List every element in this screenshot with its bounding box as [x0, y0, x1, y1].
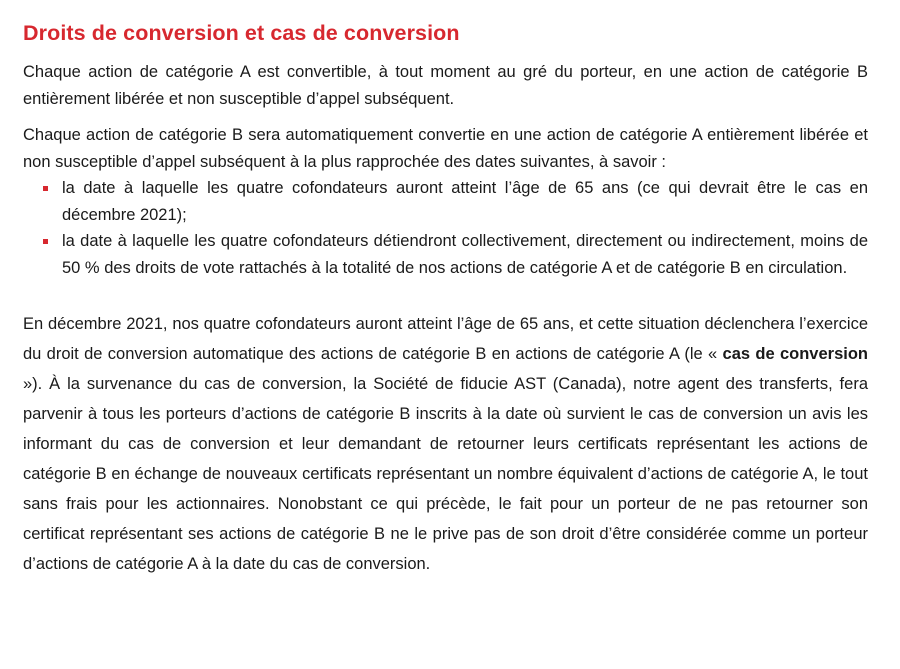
paragraph-class-a-convertible: Chaque action de catégorie A est convertible, à tout moment au gré du porteur, en une action de catégorie B entièrement libérée et non susceptible d’appel subséquent. — [23, 63, 868, 108]
section-title: Droits de conversion et cas de conversion — [23, 21, 460, 45]
document-page — [23, 18, 868, 579]
conversion-dates-list — [23, 175, 868, 281]
defined-term: cas de conversion — [722, 345, 868, 363]
list-item — [23, 175, 868, 228]
paragraph-text-before: En décembre 2021, nos quatre cofondateurs auront atteint l’âge de 65 ans, et cette situation déclenchera l’exercice du droit de conversion automatique des actions de catégorie B en actions de catégorie A (le « — [23, 315, 868, 363]
list-item-text: la date à laquelle les quatre cofondateurs auront atteint l’âge de 65 ans (ce qui devrait être le cas en décembre 2021); — [62, 179, 868, 224]
paragraph-class-b-automatic-conversion: Chaque action de catégorie B sera automatiquement convertie en une action de catégorie A entièrement libérée et non susceptible d’appel subséquent à la plus rapprochée des dates suivantes, à savoir : — [23, 126, 868, 171]
paragraph-text-after: »). À la survenance du cas de conversion, la Société de fiducie AST (Canada), notre agent des transferts, fera parvenir à tous les porteurs d’actions de catégorie B inscrits à la date où survient le cas de conversion un avis les informant du cas de conversion et leur demandant de retourner leurs certificats représentant les actions de catégorie B en échange de nouveaux certificats représentant un nombre équivalent d’actions de catégorie A, le tout sans frais pour les actionnaires. Nonobstant ce qui précède, le fait pour un porteur de ne pas retourner son certificat représentant ses actions de catégorie B ne le prive pas de son droit d’être considérée comme un porteur d’actions de catégorie A à la date du cas de conversion. — [23, 375, 868, 573]
square-bullet-icon — [43, 239, 48, 244]
square-bullet-icon — [43, 186, 48, 191]
paragraph-conversion-event — [23, 309, 868, 579]
list-item — [23, 228, 868, 281]
list-item-text: la date à laquelle les quatre cofondateurs détiendront collectivement, directement ou indirectement, moins de 50 % des droits de vote rattachés à la totalité de nos actions de catégorie A et de catégorie B en circulation. — [62, 232, 868, 277]
